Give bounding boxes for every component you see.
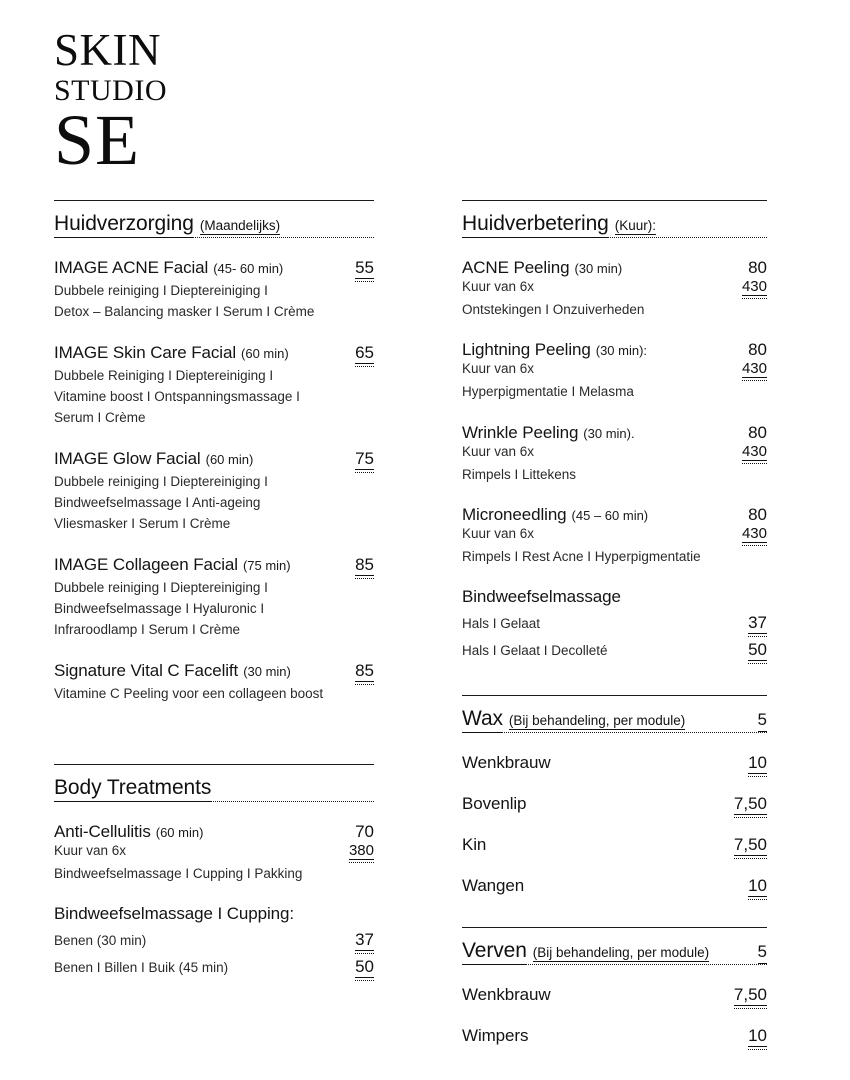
description-line: Vitamine boost I Ontspanningsmassage I	[54, 388, 300, 404]
menu-item	[462, 985, 767, 1006]
menu-item-price: 7,50	[733, 835, 767, 855]
section-huidverzorging	[54, 200, 374, 704]
section-rule	[462, 695, 767, 696]
section-subtitle: (Bij behandeling, per module)	[508, 713, 686, 729]
menu-item-name: Wenkbrauw	[462, 753, 551, 773]
menu-item-row	[462, 794, 767, 815]
spacer	[54, 704, 374, 764]
menu-item	[462, 753, 767, 774]
menu-item-duration: (60 min)	[155, 824, 204, 840]
logo-line-se: SE	[54, 100, 141, 180]
menu-item-price: 7,50	[733, 794, 767, 814]
menu-item	[462, 876, 767, 897]
menu-item-price: 80	[748, 504, 767, 524]
spacer	[54, 535, 374, 555]
section-rule	[54, 200, 374, 201]
menu-item-row	[54, 661, 374, 682]
menu-item-name: Wenkbrauw	[462, 985, 551, 1005]
menu-item-row	[462, 835, 767, 856]
spacer	[462, 733, 767, 753]
section-header-price: 5	[758, 710, 767, 732]
section-header	[54, 212, 374, 238]
sub-item-label: Benen I Billen I Buik (45 min)	[54, 960, 229, 976]
section-subtitle: (Bij behandeling, per module)	[532, 945, 710, 961]
menu-item-duration: (60 min)	[241, 345, 289, 361]
spacer	[462, 238, 767, 258]
section-title: Verven	[462, 939, 527, 965]
section-rule	[462, 927, 767, 928]
menu-item-duration: (75 min)	[242, 557, 291, 573]
logo-line-skin: SKIN	[54, 25, 162, 75]
spacer	[462, 774, 767, 794]
spacer	[462, 965, 767, 985]
spacer	[462, 320, 767, 340]
section-header	[462, 212, 767, 238]
menu-item	[54, 904, 374, 978]
menu-item-row	[54, 343, 374, 364]
spacer	[462, 665, 767, 695]
kuur-label: Kuur van 6x	[462, 525, 535, 541]
menu-item-price: 55	[355, 258, 374, 277]
menu-item-name: Signature Vital C Facelift	[54, 660, 239, 680]
spacer	[462, 1006, 767, 1026]
menu-item	[462, 258, 767, 320]
menu-item-price: 80	[748, 422, 767, 442]
menu-item	[462, 340, 767, 402]
description-line: Dubbele reiniging I Dieptereiniging I	[54, 579, 268, 595]
menu-item-row	[462, 505, 767, 525]
section-header-price: 5	[758, 942, 767, 964]
menu-item	[54, 555, 374, 641]
menu-item-price: 10	[748, 1026, 767, 1046]
menu-item-name: Bovenlip	[462, 794, 527, 814]
menu-item-row	[54, 555, 374, 576]
menu-item-price: 10	[748, 876, 767, 896]
spacer	[462, 815, 767, 835]
menu-item-price: 80	[748, 258, 767, 277]
menu-item-row	[54, 449, 374, 470]
menu-item-description	[54, 683, 374, 704]
menu-item-row	[462, 876, 767, 897]
menu-item-row	[462, 423, 767, 443]
kuur-label: Kuur van 6x	[54, 842, 127, 858]
description-line: Vitamine C Peeling voor een collageen boost	[54, 685, 324, 701]
menu-item-duration: (30 min):	[595, 343, 648, 359]
menu-item	[54, 343, 374, 429]
menu-item-name: ACNE Peeling	[462, 258, 570, 277]
menu-item-name: Anti-Cellulitis	[54, 821, 151, 841]
menu-item-description	[462, 546, 767, 567]
sub-item-label: Benen (30 min)	[54, 933, 147, 949]
spacer	[462, 856, 767, 876]
logo-line-studio: STUDIO	[54, 74, 167, 107]
spacer	[54, 641, 374, 661]
menu-item-duration: (60 min)	[205, 451, 254, 467]
kuur-price: 430	[741, 360, 767, 378]
kuur-price: 430	[741, 442, 767, 460]
section-subtitle: (Maandelijks)	[199, 218, 281, 233]
menu-item-row	[54, 822, 374, 842]
description-line: Ontstekingen I Onzuiverheden	[462, 302, 645, 317]
section-header	[54, 776, 374, 802]
sub-item-row	[462, 640, 767, 661]
section-rule	[54, 764, 374, 765]
description-line: Dubbele reiniging I Dieptereiniging I	[54, 473, 268, 489]
sub-item-row	[54, 957, 374, 978]
menu-item-price: 85	[355, 554, 374, 574]
section-body-treatments	[54, 764, 374, 978]
description-line: Bindweefselmassage I Anti-ageing	[54, 494, 261, 510]
description-line: Rimpels I Rest Acne I Hyperpigmentatie	[462, 548, 701, 564]
kuur-label: Kuur van 6x	[462, 279, 535, 294]
menu-item-row	[462, 753, 767, 774]
kuur-row	[54, 842, 374, 860]
menu-item-description	[54, 365, 374, 429]
menu-item-price: 7,50	[733, 985, 767, 1005]
right-column	[462, 200, 767, 1047]
section-verven	[462, 927, 767, 1047]
menu-item	[54, 822, 374, 884]
menu-item-name: IMAGE ACNE Facial	[54, 258, 209, 277]
menu-item-name: IMAGE Skin Care Facial	[54, 342, 237, 362]
menu-item-description	[462, 299, 767, 320]
menu-item-name: Bindweefselmassage	[462, 587, 621, 607]
section-wax	[462, 695, 767, 897]
menu-item-price: 85	[355, 660, 374, 680]
sub-item-row	[462, 613, 767, 634]
menu-item	[54, 661, 374, 704]
menu-item-name: Wangen	[462, 876, 525, 896]
menu-item-row	[462, 258, 767, 278]
section-rule	[462, 200, 767, 201]
menu-item	[54, 258, 374, 323]
sub-item-price: 37	[355, 930, 374, 950]
kuur-row	[462, 360, 767, 378]
section-title: Huidverbetering	[462, 212, 609, 238]
menu-item-duration: (45 – 60 min)	[571, 507, 649, 523]
description-line: Detox – Balancing masker I Serum I Crème	[54, 304, 315, 320]
description-line: Serum I Crème	[54, 410, 146, 426]
menu-item	[462, 587, 767, 661]
section-header	[462, 707, 767, 733]
spacer	[54, 323, 374, 343]
menu-item-duration: (30 min).	[583, 425, 635, 441]
spacer	[54, 802, 374, 822]
spacer	[462, 485, 767, 505]
menu-item-price: 75	[355, 448, 374, 468]
menu-item-row	[462, 985, 767, 1006]
description-line: Dubbele reiniging I Dieptereiniging I	[54, 283, 268, 298]
description-line: Bindweefselmassage I Hyaluronic I	[54, 600, 265, 616]
description-line: Vliesmasker I Serum I Crème	[54, 516, 231, 532]
section-huidverbetering	[462, 200, 767, 661]
description-line: Infraroodlamp I Serum I Crème	[54, 622, 241, 638]
menu-item-price: 10	[748, 753, 767, 773]
description-line: Rimpels I Littekens	[462, 466, 577, 482]
brand-logo	[54, 25, 314, 180]
sub-item-price: 50	[355, 957, 374, 977]
kuur-label: Kuur van 6x	[462, 443, 535, 459]
menu-item-name: IMAGE Glow Facial	[54, 448, 201, 468]
menu-item-name: Wrinkle Peeling	[462, 422, 579, 442]
menu-item-name: IMAGE Collageen Facial	[54, 554, 238, 574]
description-line: Bindweefselmassage I Cupping I Pakking	[54, 865, 303, 881]
menu-item-description	[462, 381, 767, 402]
menu-item-description	[54, 577, 374, 641]
menu-item-row	[462, 1026, 767, 1047]
kuur-price: 430	[741, 278, 767, 295]
kuur-price: 380	[348, 841, 374, 859]
menu-item-description	[462, 464, 767, 485]
menu-item-name: Wimpers	[462, 1026, 529, 1046]
section-title: Huidverzorging	[54, 212, 194, 238]
menu-item-price: 80	[748, 340, 767, 360]
kuur-label: Kuur van 6x	[462, 361, 535, 377]
menu-item-description	[54, 863, 374, 884]
menu-item-row	[462, 340, 767, 360]
menu-item-name: Bindweefselmassage I Cupping:	[54, 904, 294, 924]
kuur-row	[462, 525, 767, 543]
spacer	[462, 897, 767, 927]
menu-item-description	[54, 280, 374, 323]
menu-item-row	[462, 587, 767, 607]
menu-item-name: Lightning Peeling	[462, 340, 591, 360]
description-line: Hyperpigmentatie I Melasma	[462, 384, 634, 400]
menu-item-row	[54, 258, 374, 279]
menu-item-name: Microneedling	[462, 504, 567, 524]
sub-item-label: Hals I Gelaat	[462, 616, 541, 632]
section-title: Wax	[462, 707, 503, 733]
kuur-price: 430	[741, 524, 767, 542]
menu-item	[54, 449, 374, 535]
menu-item-duration: (45- 60 min)	[213, 261, 284, 276]
sub-item-row	[54, 930, 374, 951]
spacer	[54, 429, 374, 449]
menu-item-row	[54, 904, 374, 924]
sub-item-label: Hals I Gelaat I Decolleté	[462, 643, 608, 659]
sub-item-price: 50	[748, 640, 767, 660]
section-subtitle: (Kuur):	[614, 218, 657, 233]
spacer	[462, 403, 767, 423]
menu-item-name: Kin	[462, 835, 487, 855]
spacer	[54, 884, 374, 904]
section-title: Body Treatments	[54, 776, 211, 802]
sub-item-price: 37	[748, 613, 767, 633]
menu-item	[462, 505, 767, 567]
left-column	[54, 200, 374, 982]
menu-item	[462, 1026, 767, 1047]
menu-item-price: 65	[355, 342, 374, 362]
description-line: Dubbele Reiniging I Dieptereiniging I	[54, 367, 274, 383]
menu-item-description	[54, 471, 374, 535]
section-header	[462, 939, 767, 965]
menu-item-duration: (30 min)	[574, 261, 623, 276]
menu-item	[462, 835, 767, 856]
menu-item	[462, 794, 767, 815]
menu-item-duration: (30 min)	[243, 663, 291, 679]
spacer	[462, 567, 767, 587]
menu-item	[462, 423, 767, 485]
menu-item-price: 70	[355, 821, 374, 841]
kuur-row	[462, 278, 767, 296]
spacer	[54, 238, 374, 258]
kuur-row	[462, 443, 767, 461]
